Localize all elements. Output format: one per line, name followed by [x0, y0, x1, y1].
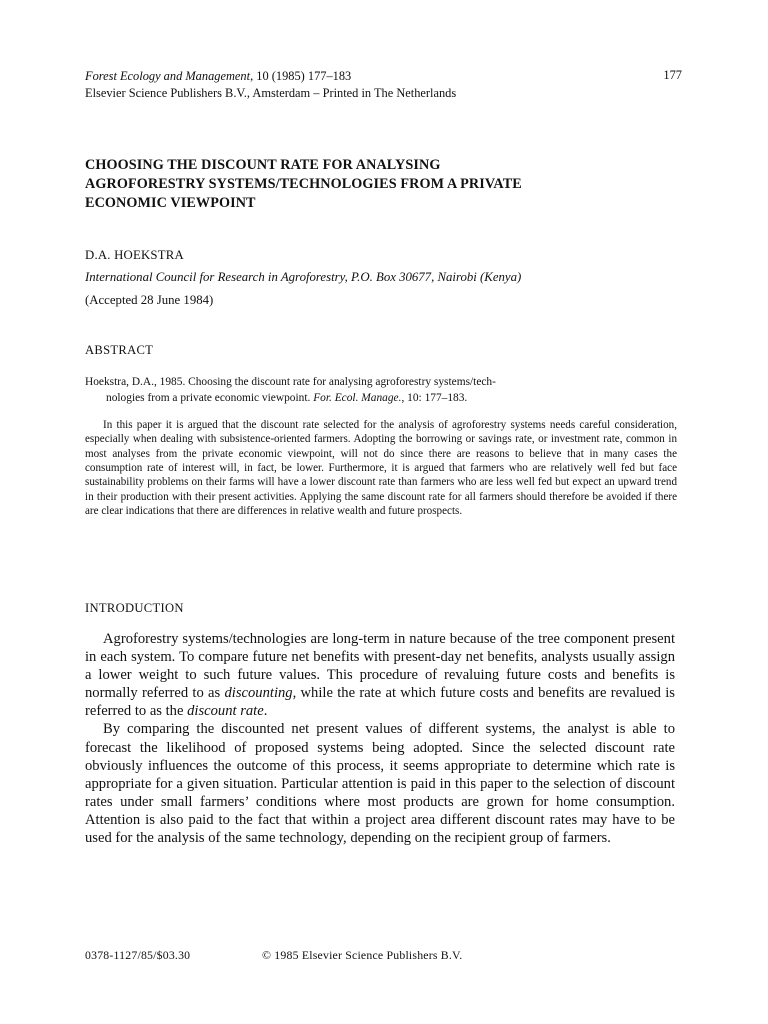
title-line-2: AGROFORESTRY SYSTEMS/TECHNOLOGIES FROM A PRIVATE: [85, 176, 522, 192]
abstract-text: In this paper it is argued that the discount rate selected for the analysis of agroforestry systems needs careful consideration, especially when dealing with subsistence-oriented farmers. Adopting the borrowing or savings rate, or investment rate, common in most analyses from the private economic viewpoint, will not do since there are reasons to believe that in many cases the consumption rate of interest will, in fact, be lower. Furthermore, it is argued that farmers who are relatively well fed but face sustainability problems on their farms will have a lower discount rate than farmers who are less well fed but expect an upward trend in their production with their present activities. Applying the same discount rate for all farmers should therefore be avoided if there are clear indications that there are differences in relative wealth and future prospects.: [85, 419, 677, 518]
publisher-line: Elsevier Science Publishers B.V., Amsterdam – Printed in The Netherlands: [85, 85, 457, 100]
citation-title-end: nologies from a private economic viewpoint.: [106, 392, 314, 404]
abstract-body: [85, 418, 677, 518]
title-line-3: ECONOMIC VIEWPOINT: [85, 195, 256, 211]
term-discounting: discounting: [224, 685, 293, 702]
intro-p1-text-c: .: [263, 703, 268, 720]
copyright-notice: © 1985 Elsevier Science Publishers B.V.: [262, 948, 463, 962]
citation-volume: , 10: 177–183.: [401, 392, 468, 404]
author-name: D.A. HOEKSTRA: [85, 248, 184, 262]
intro-paragraph-1: [85, 630, 675, 720]
page-number: 177: [663, 68, 682, 82]
introduction-heading: INTRODUCTION: [85, 601, 184, 615]
introduction-body: [85, 630, 675, 847]
intro-p1-text-a: Agroforestry systems/technologies are long-term in nature because of the tree component present in each system. To compare future net benefits with present-day net benefits, analysts usually assign a lower weight to such future values. This procedure of revaluing future costs and benefits is normally referred to as: [85, 631, 675, 702]
journal-citation-line: [85, 68, 645, 85]
citation-line-2: [85, 390, 683, 406]
author-affiliation: International Council for Research in Agroforestry, P.O. Box 30677, Nairobi (Kenya): [85, 270, 522, 284]
journal-header: [85, 68, 645, 101]
journal-volume-pages: , 10 (1985) 177–183: [250, 69, 352, 83]
article-title: [85, 156, 685, 213]
accepted-date: (Accepted 28 June 1984): [85, 293, 214, 307]
intro-p1-text-b: , while the rate at which future costs and benefits are revalued is referred to as the: [85, 685, 675, 720]
citation-journal: For. Ecol. Manage.: [313, 392, 402, 404]
citation-line-1: Hoekstra, D.A., 1985. Choosing the discount rate for analysing agroforestry systems/tech-: [85, 376, 496, 388]
title-line-1: CHOOSING THE DISCOUNT RATE FOR ANALYSING: [85, 157, 441, 173]
abstract-heading: ABSTRACT: [85, 343, 154, 357]
intro-paragraph-2: By comparing the discounted net present values of different systems, the analyst is able to forecast the likelihood of proposed systems being adopted. Since the selected discount rate obviously influences the outcome of this process, it seems appropriate to determine which rate is appropriate for a given situation. Particular attention is paid in this paper to the selection of discount rates under small farmers’ conditions where most products are grown for home consumption. Attention is also paid to the fact that within a project area different discount rates may have to be used for the analysis of the same technology, depending on the recipient group of farmers.: [85, 721, 675, 847]
issn-price-code: 0378-1127/85/$03.30: [85, 948, 191, 962]
journal-name: Forest Ecology and Management: [85, 69, 251, 83]
abstract-citation: [85, 374, 683, 406]
term-discount-rate: discount rate: [187, 703, 264, 720]
